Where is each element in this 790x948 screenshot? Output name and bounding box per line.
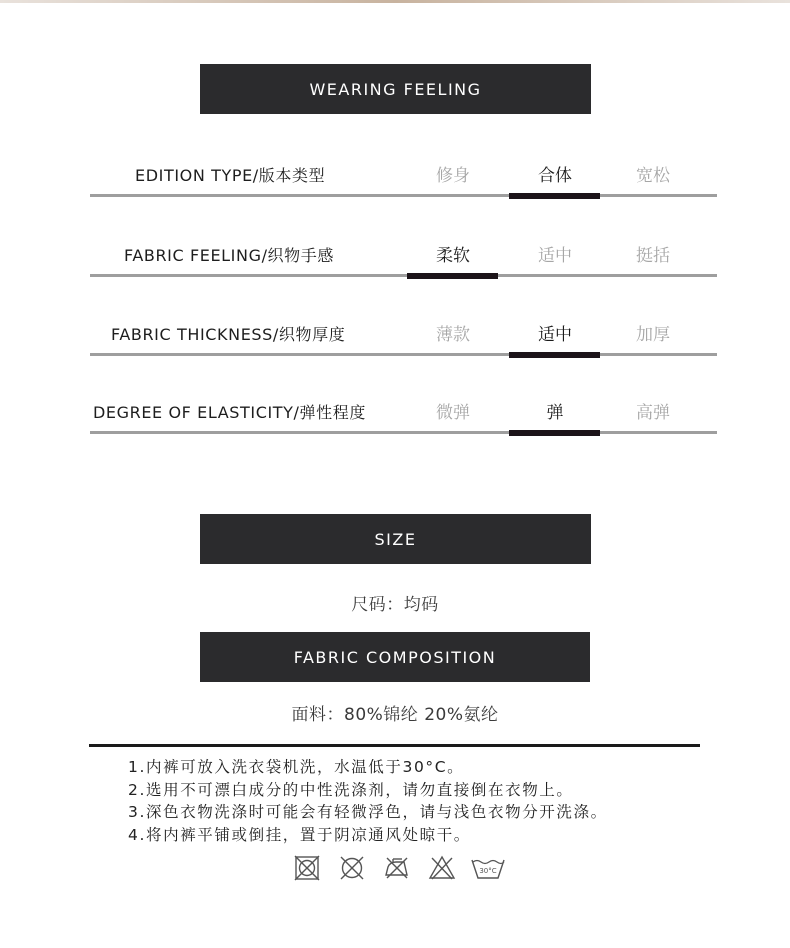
wearing-feeling-banner [200, 64, 591, 114]
scale-track [90, 194, 717, 197]
care-instruction-item: 3.深色衣物洗涤时可能会有轻微浮色，请与浅色衣物分开洗涤。 [128, 803, 608, 821]
attribute-row-fabric-thickness [0, 313, 790, 357]
no-bleach-icon [427, 853, 457, 883]
option-thin: 薄款 [436, 325, 470, 345]
option-slight-stretch: 微弹 [436, 403, 470, 423]
option-loose: 宽松 [636, 166, 670, 186]
section-divider [89, 744, 700, 747]
fabric-composition-title: FABRIC COMPOSITION [293, 647, 497, 667]
option-thick: 加厚 [636, 325, 670, 345]
option-slim: 修身 [436, 166, 470, 186]
attribute-row-elasticity [0, 391, 790, 435]
size-title: SIZE [374, 529, 417, 549]
selected-marker [509, 193, 600, 199]
option-soft: 柔软 [436, 246, 470, 266]
fabric-composition-value: 面料：80%锦纶 20%氨纶 [291, 705, 499, 725]
no-dry-clean-icon [337, 853, 367, 883]
fabric-composition-banner [200, 632, 590, 682]
care-instructions [128, 756, 608, 846]
attribute-label: FABRIC THICKNESS/织物厚度 [111, 325, 346, 344]
top-accent-line [0, 0, 790, 3]
attribute-label: DEGREE OF ELASTICITY/弹性程度 [93, 403, 366, 422]
care-instruction-item: 4.将内裤平铺或倒挂，置于阴凉通风处晾干。 [128, 825, 471, 844]
no-iron-icon [382, 853, 412, 883]
size-banner [200, 514, 591, 564]
scale-track [90, 274, 717, 277]
attribute-row-edition-type [0, 154, 790, 198]
size-value: 尺码：均码 [351, 595, 439, 615]
option-medium: 适中 [538, 325, 572, 345]
wash-temperature-label: 30°C [479, 867, 497, 875]
scale-track [90, 353, 717, 356]
care-instruction-item: 1.内裤可放入洗衣袋机洗，水温低于30°C。 [128, 758, 465, 776]
option-high-stretch: 高弹 [636, 403, 670, 423]
selected-marker [509, 352, 600, 358]
wearing-feeling-title: WEARING FEELING [309, 79, 482, 99]
no-tumble-dry-icon [292, 853, 322, 883]
option-moderate: 适中 [538, 246, 572, 266]
care-instruction-item: 2.选用不可漂白成分的中性洗涤剂，请勿直接倒在衣物上。 [128, 780, 574, 799]
scale-track [90, 431, 717, 434]
care-symbols [292, 853, 512, 883]
wash-30-icon [470, 853, 506, 883]
option-stretch: 弹 [546, 403, 564, 423]
selected-marker [509, 430, 600, 436]
attribute-row-fabric-feeling [0, 234, 790, 278]
selected-marker [407, 273, 498, 279]
option-crisp: 挺括 [636, 246, 670, 266]
option-regular: 合体 [538, 166, 572, 186]
attribute-label: FABRIC FEELING/织物手感 [124, 246, 334, 265]
attribute-label: EDITION TYPE/版本类型 [135, 166, 326, 185]
